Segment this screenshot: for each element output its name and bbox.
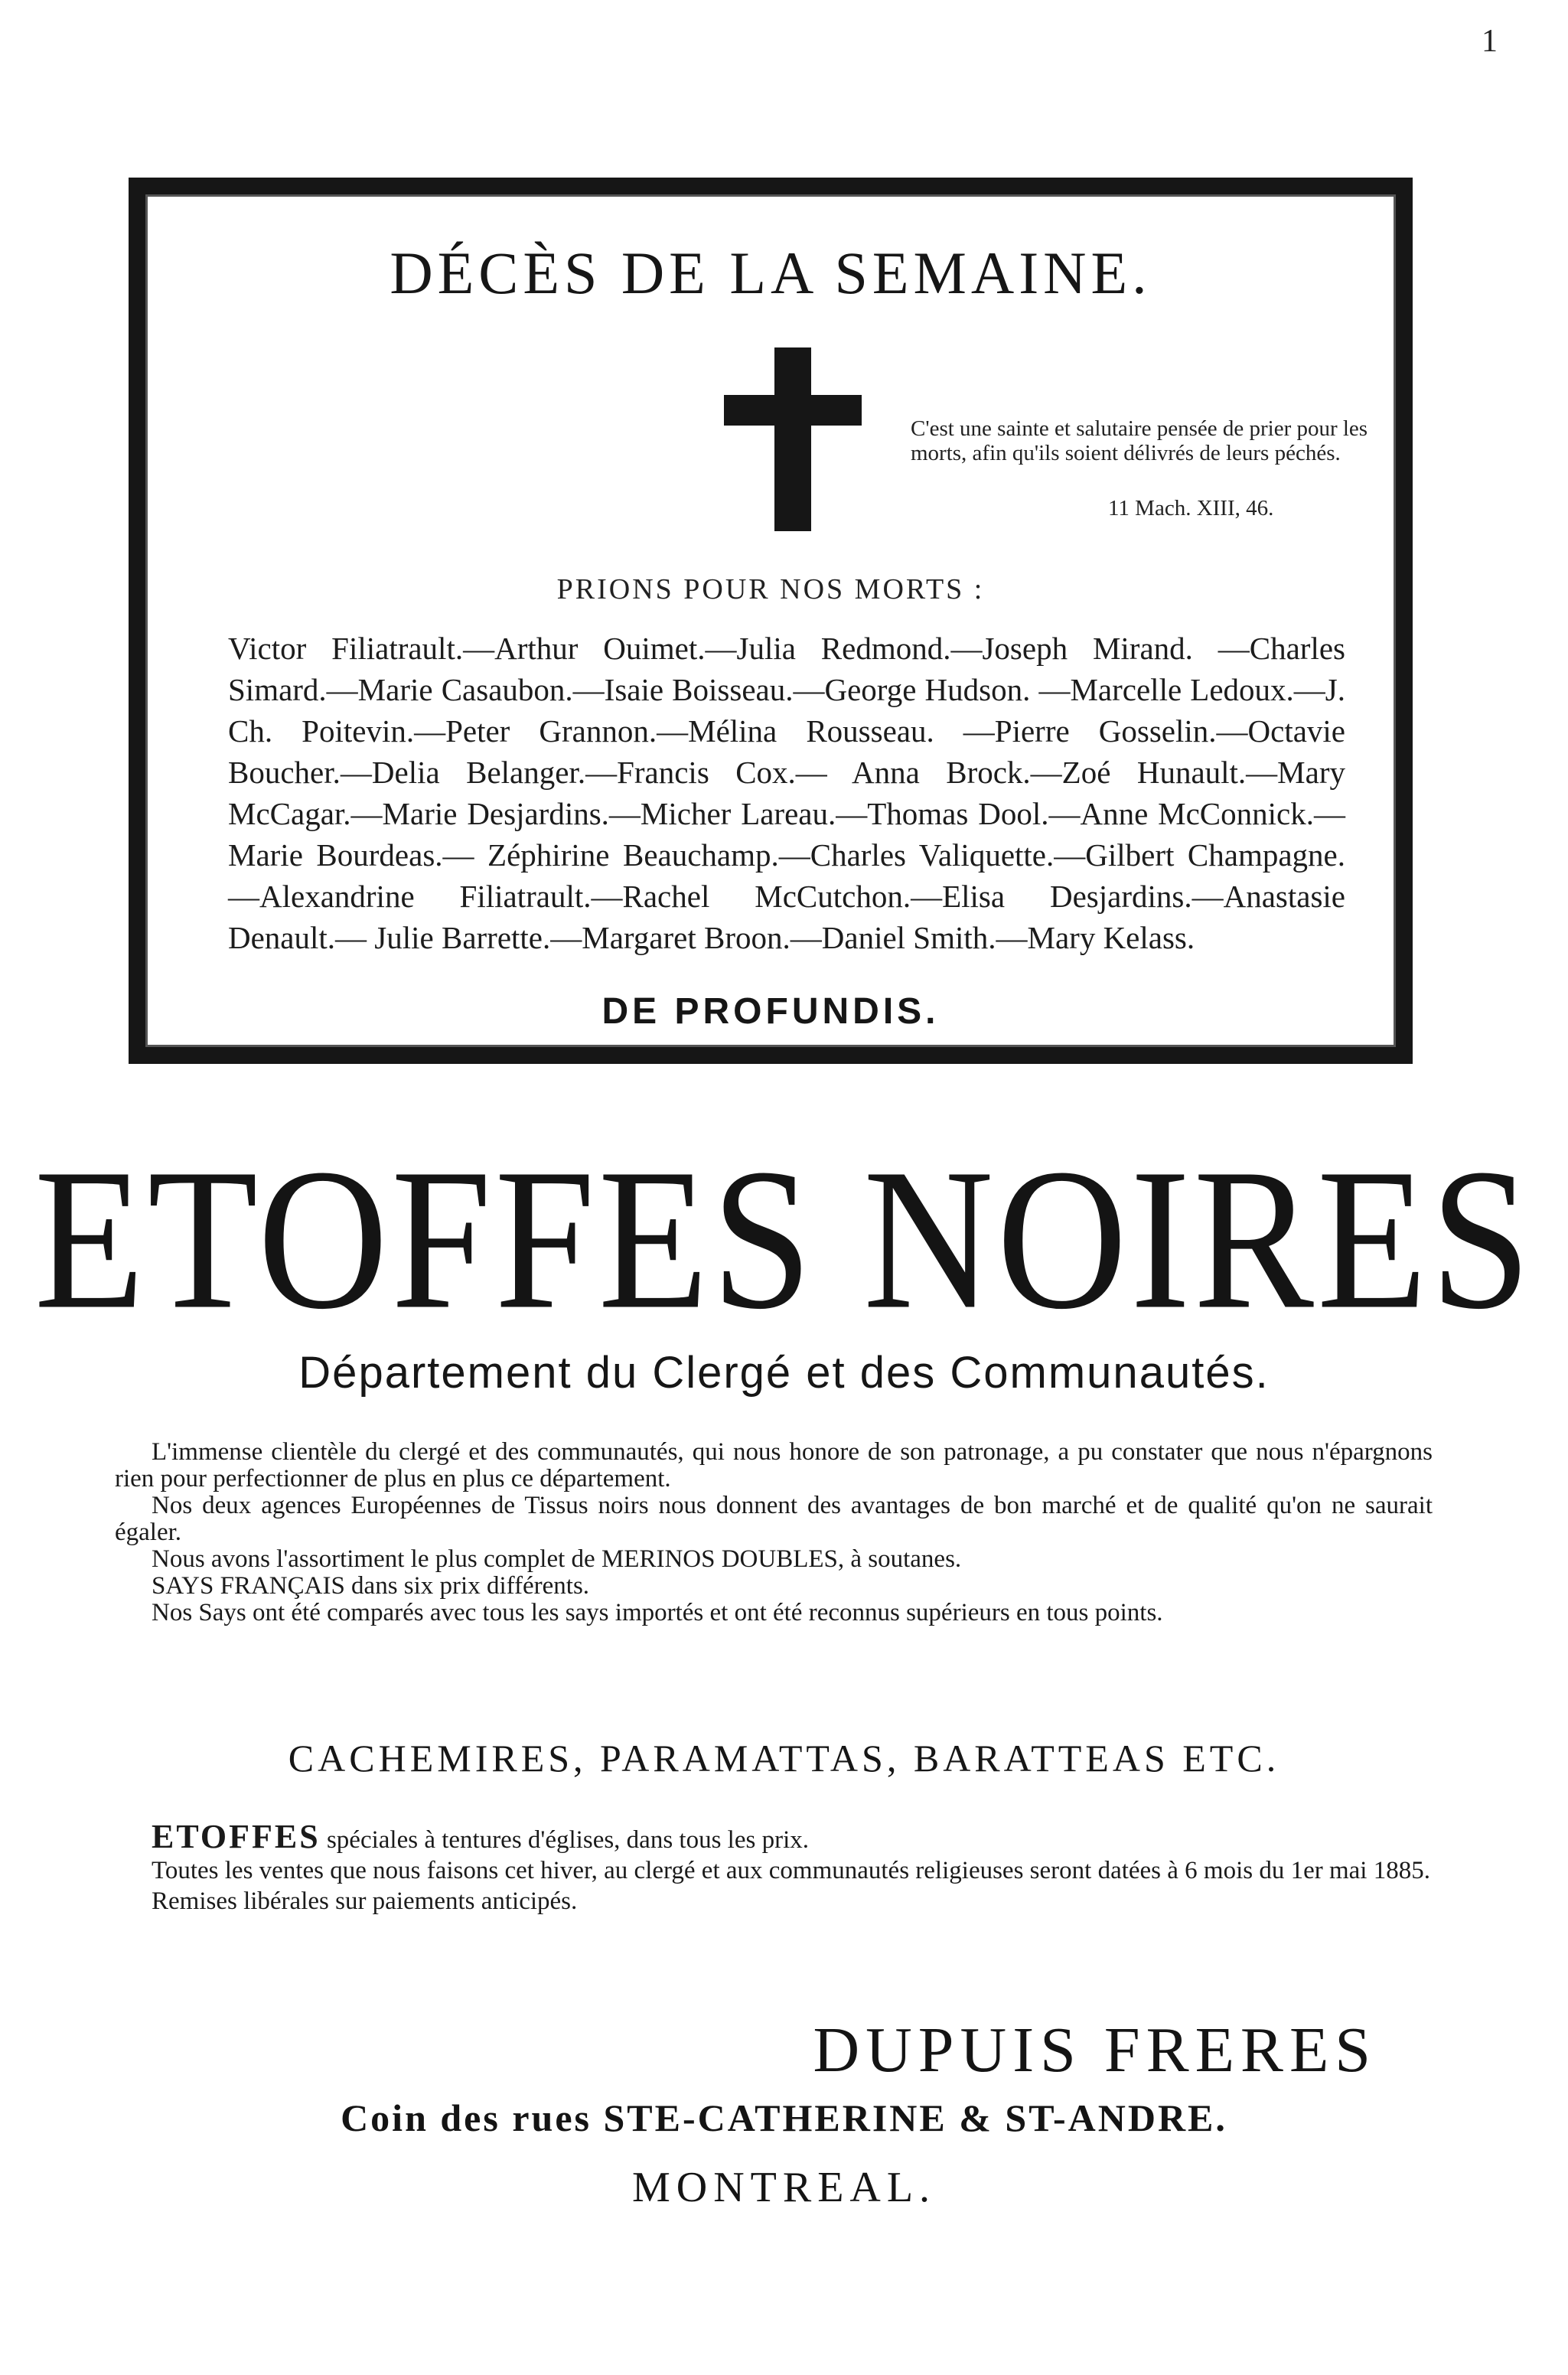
discount-note: Remises libérales sur paiements anticipés. <box>152 1887 578 1915</box>
ad-title: ETOFFES NOIRES <box>34 1127 1534 1352</box>
store-address: Coin des rues STE-CATHERINE & ST-ANDRE. <box>341 2096 1227 2139</box>
store-city: MONTREAL. <box>631 2164 937 2211</box>
etoffes-lead: ETOFFES <box>152 1818 321 1855</box>
obituary-intro: PRIONS POUR NOS MORTS : <box>556 573 985 605</box>
ad-terms <box>115 1818 1433 1917</box>
ad-subtitle: Département du Clergé et des Communautés. <box>298 1348 1270 1398</box>
obituary-quote: C'est une sainte et salutaire pensée de prier pour les morts, afin qu'ils soient délivrés de leurs péchés. <box>911 416 1368 465</box>
ad-paragraph: Nous avons l'assortiment le plus complet de MERINOS DOUBLES, à soutanes. <box>152 1545 962 1573</box>
obituary-closing: DE PROFUNDIS. <box>601 991 940 1032</box>
ad-body <box>115 1439 1433 1626</box>
ad-paragraph: Nos Says ont été comparés avec tous les says importés et ont été reconnus supérieurs en tous points. <box>152 1599 1163 1626</box>
obituary-title: DÉCÈS DE LA SEMAINE. <box>390 240 1152 306</box>
obituary-box <box>129 178 1413 1064</box>
sales-terms: Toutes les ventes que nous faisons cet hiver, au clergé et aux communautés religieuses seront datées à 6 mois du 1er mai 1885. <box>152 1857 1430 1884</box>
cross-icon <box>724 347 862 531</box>
etoffes-text: spéciales à tentures d'églises, dans tous les prix. <box>326 1826 809 1854</box>
obituary-names: Victor Filiatrault.—Arthur Ouimet.—Julia Redmond.—Joseph Mirand. —Charles Simard.—Marie Casaubon.—Isaie Boisseau.—George Hudson. —Marcelle Ledoux.—J. Ch. Poitevin.—Peter Grannon.—Mélina Rousseau. —Pierre Gosselin.—Octavie Boucher.—Delia Belanger.—Francis Cox.— Anna Brock.—Zoé Hunault.—Mary McCagar.—Marie Desjardins.—Micher Lareau.—Thomas Dool.—Anne McConnick.—Marie Bourdeas.— Zéphirine Beauchamp.—Charles Valiquette.—Gilbert Champagne.—Alexandrine Filiatrault.—Rachel McCutchon.—Elisa Desjardins.—Anastasie Denault.— Julie Barrette.—Margaret Broon.—Daniel Smith.—Mary Kelass. <box>228 631 1345 955</box>
ad-paragraph: Nos deux agences Européennes de Tissus noirs nous donnent des avantages de bon marché et de qualité qu'on ne saurait égaler. <box>115 1492 1433 1546</box>
ad-paragraph: SAYS FRANÇAIS dans six prix différents. <box>152 1572 590 1600</box>
etoffes-paragraph <box>115 1818 1433 1855</box>
page-mark: 1 <box>1482 24 1498 59</box>
fabrics-line: CACHEMIRES, PARAMATTAS, BARATTEAS ETC. <box>288 1737 1280 1780</box>
obituary-quote-reference: 11 Mach. XIII, 46. <box>1108 496 1274 520</box>
ad-paragraph: L'immense clientèle du clergé et des communautés, qui nous honore de son patronage, a pu constater que nous n'épargnons rien pour perfectionner de plus en plus ce département. <box>115 1438 1433 1493</box>
brand-name: DUPUIS FRERES <box>813 2015 1377 2086</box>
